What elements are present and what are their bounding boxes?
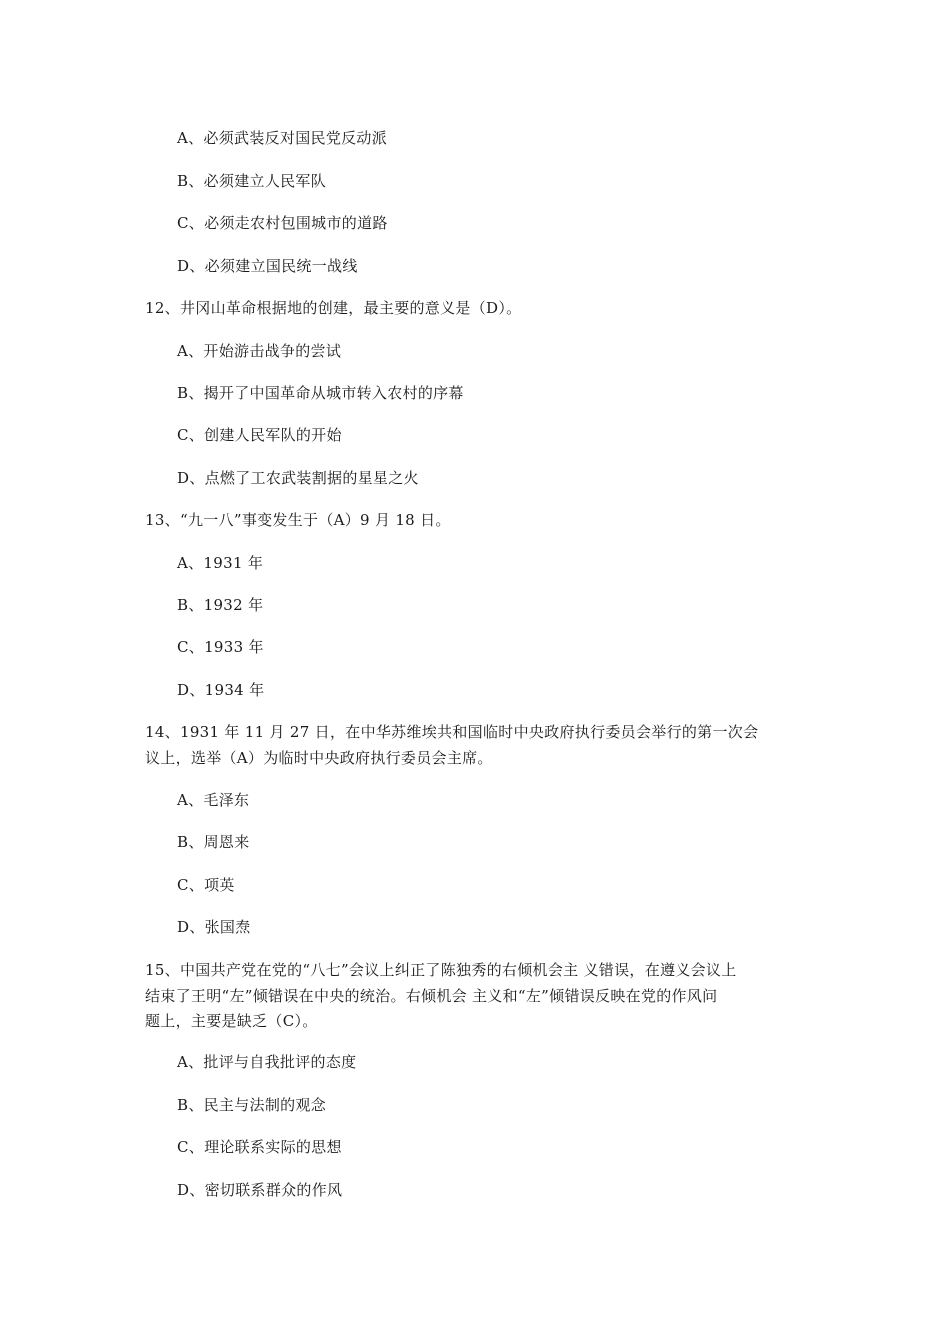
option-14-d: D、张国焘 <box>177 918 251 936</box>
option-15-b: B、民主与法制的观念 <box>177 1096 327 1114</box>
option-11-c: C、必须走农村包围城市的道路 <box>177 214 388 232</box>
option-14-a: A、毛泽东 <box>177 791 250 809</box>
option-12-c: C、创建人民军队的开始 <box>177 426 342 444</box>
option-15-d: D、密切联系群众的作风 <box>177 1181 343 1199</box>
question-12-text: 12、井冈山革命根据地的创建，最主要的意义是（D）。 <box>145 299 522 317</box>
question-13-text: 13、“九一八”事变发生于（A）9 月 18 日。 <box>145 511 451 529</box>
option-11-a: A、必须武装反对国民党反动派 <box>177 129 388 147</box>
option-13-a: A、1931 年 <box>177 554 264 572</box>
option-13-b: B、1932 年 <box>177 596 264 614</box>
question-14-text-line2: 议上，选举（A）为临时中央政府执行委员会主席。 <box>145 749 493 767</box>
option-14-b: B、周恩来 <box>177 833 250 851</box>
option-12-a: A、开始游击战争的尝试 <box>177 342 342 360</box>
option-13-d: D、1934 年 <box>177 681 265 699</box>
option-11-d: D、必须建立国民统一战线 <box>177 257 358 275</box>
question-15-text-line3: 题上，主要是缺乏（C）。 <box>145 1012 318 1030</box>
question-14-text-line1: 14、1931 年 11 月 27 日，在中华苏维埃共和国临时中央政府执行委员会举行的第一次会 <box>145 723 759 741</box>
question-15-text-line2: 结束了王明“左”倾错误在中央的统治。右倾机会 主义和“左”倾错误反映在党的作风问 <box>145 987 718 1005</box>
question-15-text-line1: 15、中国共产党在党的“八七”会议上纠正了陈独秀的右倾机会主 义错误，在遵义会议上 <box>145 961 737 979</box>
option-12-d: D、点燃了工农武装割据的星星之火 <box>177 469 419 487</box>
option-12-b: B、揭开了中国革命从城市转入农村的序幕 <box>177 384 464 402</box>
option-11-b: B、必须建立人民军队 <box>177 172 327 190</box>
option-15-a: A、批评与自我批评的态度 <box>177 1053 357 1071</box>
option-14-c: C、项英 <box>177 876 235 894</box>
option-15-c: C、理论联系实际的思想 <box>177 1138 342 1156</box>
option-13-c: C、1933 年 <box>177 638 264 656</box>
